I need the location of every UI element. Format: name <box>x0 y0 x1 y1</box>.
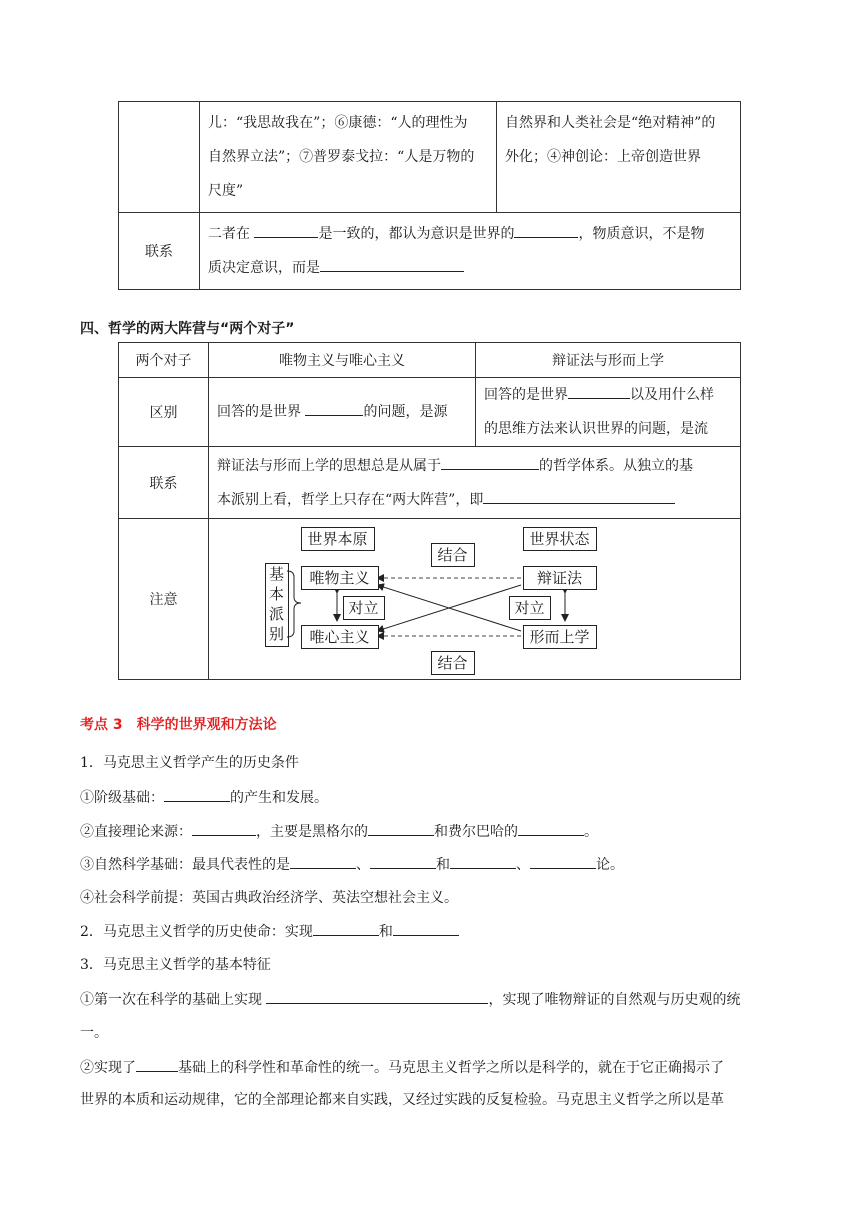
fill-blank[interactable] <box>483 487 675 504</box>
empty-label-cell <box>119 102 200 213</box>
subjective-idealism-cell <box>200 102 497 213</box>
basic-schools-label <box>265 563 289 647</box>
cell-line: 自然界立法”；⑦普罗泰戈拉：“人是万物的 <box>208 149 475 165</box>
row-label-difference: 区别 <box>119 378 209 447</box>
text-line: 1．马克思主义哲学产生的历史条件 <box>80 755 299 771</box>
text-segment: ，实现了唯物辩证的自然观与历史观的统 <box>488 992 741 1008</box>
text-segment: 论。 <box>596 857 624 873</box>
cell-line <box>217 483 732 517</box>
fill-blank[interactable] <box>518 820 584 836</box>
two-pairs-table <box>118 342 741 680</box>
section-heading: 四、哲学的两大阵营与“两个对子” <box>80 321 295 337</box>
text-segment: 和费尔巴哈的 <box>434 824 518 840</box>
cell-line: 儿：“我思故我在”；⑥康德：“人的理性为 <box>208 115 468 131</box>
cell-line: 的思维方法来认识世界的问题，是流 <box>484 421 708 437</box>
box-oppose-right: 对立 <box>509 596 551 620</box>
idealism-table-continued <box>118 101 741 290</box>
text-segment: 和 <box>436 857 450 873</box>
box-combine-bottom: 结合 <box>431 651 475 675</box>
fill-blank[interactable] <box>290 853 356 869</box>
text-segment: ①第一次在科学的基础上实现 <box>80 992 267 1008</box>
fill-blank[interactable] <box>266 988 488 1004</box>
fill-blank[interactable] <box>164 786 230 802</box>
cell-line <box>484 378 732 412</box>
text-segment: ②直接理论来源： <box>80 824 192 840</box>
box-materialism: 唯物主义 <box>301 566 379 590</box>
fill-blank[interactable] <box>320 255 464 272</box>
text-line <box>80 853 624 874</box>
text-line: ④社会科学前提：英国古典政治经济学、英法空想社会主义。 <box>80 890 458 906</box>
difference-cell-1 <box>209 378 476 447</box>
objective-idealism-cell <box>497 102 741 213</box>
fill-blank[interactable] <box>393 920 459 936</box>
fill-blank[interactable] <box>568 382 630 399</box>
text-segment: 2．马克思主义哲学的历史使命：实现 <box>80 924 313 940</box>
text-line: 3．马克思主义哲学的基本特征 <box>80 957 271 973</box>
box-dialectics: 辩证法 <box>523 566 597 590</box>
fill-blank[interactable] <box>441 453 539 470</box>
difference-cell-2 <box>476 378 741 447</box>
text-line <box>80 920 459 941</box>
label-char: 别 <box>268 625 284 643</box>
header-pairs: 两个对子 <box>119 343 209 378</box>
fill-blank[interactable] <box>192 820 256 836</box>
box-world-origin: 世界本原 <box>301 527 375 551</box>
fill-blank[interactable] <box>254 221 318 238</box>
cell-line <box>208 217 732 251</box>
cell-line <box>208 251 732 285</box>
text-segment: 是一致的，都认为意识是世界的 <box>318 226 515 242</box>
fill-blank[interactable] <box>313 920 379 936</box>
connection-cell <box>200 213 741 290</box>
text-line: 世界的本质和运动规律，它的全部理论都来自实践，又经过实践的反复检验。马克思主义哲学之所以是革 <box>80 1092 724 1108</box>
box-oppose-left: 对立 <box>343 596 385 620</box>
philosophy-diagram <box>265 519 685 679</box>
text-line <box>80 786 328 807</box>
text-line <box>80 820 598 841</box>
label-char: 本 <box>268 585 284 603</box>
text-segment: 、 <box>516 857 530 873</box>
text-segment: 的问题，是源 <box>363 404 448 420</box>
text-segment: 和 <box>378 924 393 940</box>
fill-blank[interactable] <box>305 399 363 416</box>
fill-blank[interactable] <box>136 1056 178 1072</box>
text-segment: 本派别上看，哲学上只存在“两大阵营”，即 <box>217 491 484 508</box>
text-segment: 。 <box>584 824 598 840</box>
header-dialectics-metaphysics: 辩证法与形而上学 <box>476 343 741 378</box>
text-segment: 的产生和发展。 <box>230 790 328 806</box>
text-segment: ，物质意识，不是物 <box>578 226 705 242</box>
text-segment: 回答的是世界 <box>484 387 568 403</box>
exam-point-heading: 考点 3 科学的世界观和方法论 <box>80 717 277 733</box>
fill-blank[interactable] <box>450 853 516 869</box>
text-segment: ③自然科学基础：最具代表性的是 <box>80 857 290 873</box>
text-segment: 以及用什么样 <box>630 387 714 403</box>
fill-blank[interactable] <box>514 221 578 238</box>
box-world-state: 世界状态 <box>523 527 597 551</box>
label-char: 派 <box>268 605 284 623</box>
text-segment: 、 <box>356 857 370 873</box>
text-segment: 辩证法与形而上学的思想总是从属于 <box>217 457 441 474</box>
row-label-note: 注意 <box>119 519 209 680</box>
box-metaphysics: 形而上学 <box>523 625 597 649</box>
row-label-connection: 联系 <box>119 447 209 519</box>
text-segment: 回答的是世界 <box>217 404 306 420</box>
label-char: 基 <box>268 565 284 583</box>
text-segment: 的哲学体系。从独立的基 <box>539 457 693 474</box>
box-combine-top: 结合 <box>431 543 475 567</box>
header-materialism-idealism: 唯物主义与唯心主义 <box>209 343 476 378</box>
cell-line <box>217 449 732 483</box>
fill-blank[interactable] <box>370 853 436 869</box>
cell-line: 尺度” <box>208 183 244 199</box>
diagram-cell <box>209 519 741 680</box>
text-line: 一。 <box>80 1025 108 1041</box>
connection-cell <box>209 447 741 519</box>
cell-line: 外化；④神创论：上帝创造世界 <box>505 149 701 165</box>
text-segment: 基础上的科学性和革命性的统一。马克思主义哲学之所以是科学的，就在于它正确揭示了 <box>178 1060 724 1076</box>
row-label-connection: 联系 <box>119 213 200 290</box>
text-segment: ②实现了 <box>80 1060 136 1076</box>
text-segment: 二者在 <box>208 226 255 242</box>
text-line <box>80 1056 724 1077</box>
fill-blank[interactable] <box>368 820 434 836</box>
box-idealism: 唯心主义 <box>301 625 379 649</box>
cell-line: 自然界和人类社会是“绝对精神”的 <box>505 115 716 131</box>
text-segment: ，主要是黑格尔的 <box>256 824 368 840</box>
text-segment: 质决定意识，而是 <box>208 260 320 276</box>
text-segment: ①阶级基础： <box>80 790 164 806</box>
fill-blank[interactable] <box>530 853 596 869</box>
text-line <box>80 988 740 1009</box>
